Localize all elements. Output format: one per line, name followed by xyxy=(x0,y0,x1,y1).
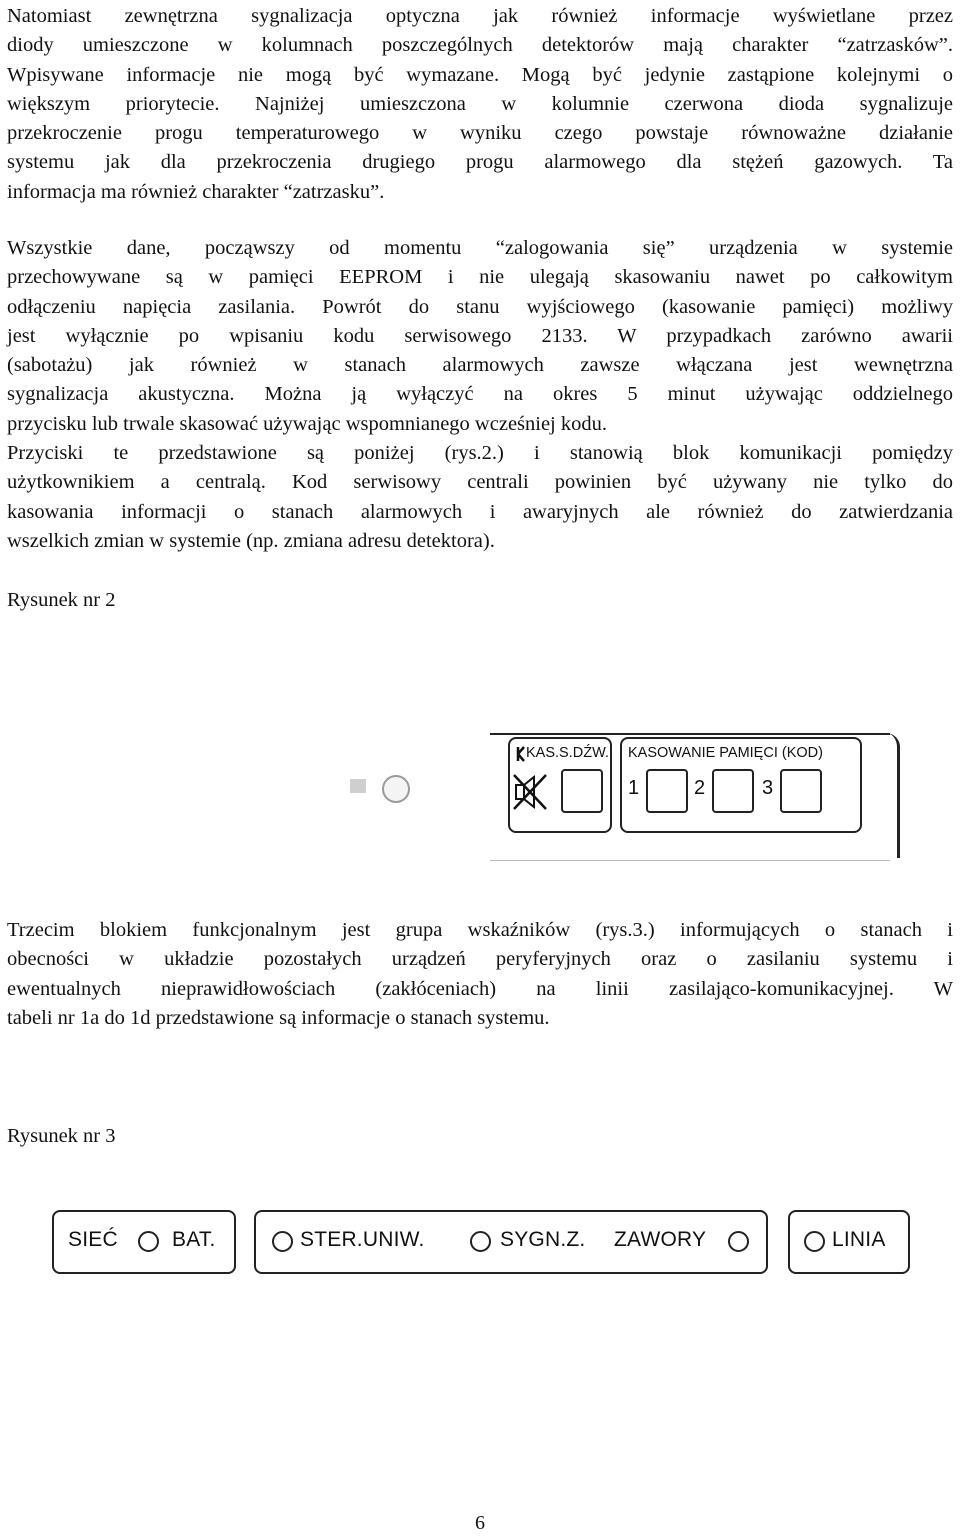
figure-3-indicators xyxy=(52,1210,912,1280)
indicator-mark xyxy=(350,779,366,793)
text-line: użytkownikiem a centralą. Kod serwisowy centrali powinien być używany nie tylko do xyxy=(7,471,953,494)
text-line: obecności w układzie pozostałych urządzeń peryferyjnych oraz o zasilaniu systemu i xyxy=(7,948,953,971)
indicator-label-bat: BAT. xyxy=(172,1228,216,1251)
speaker-muted-icon xyxy=(512,745,552,811)
sound-mute-button[interactable] xyxy=(561,769,603,813)
indicator-label-sygn-z: SYGN.Z. xyxy=(500,1228,586,1251)
memory-reset-title: KASOWANIE PAMIĘCI (KOD) xyxy=(628,745,823,761)
indicator-led-icon xyxy=(272,1231,293,1252)
text-line: Przyciski te przedstawione są poniżej (rys.2.) i stanowią blok komunikacji pomiędzy xyxy=(7,442,953,465)
code-key-2[interactable] xyxy=(712,769,754,813)
indicator-led-icon xyxy=(728,1231,749,1252)
text-line: tabeli nr 1a do 1d przedstawione są informacje o stanach systemu. xyxy=(7,1006,550,1029)
text-line: jest wyłącznie po wpisaniu kodu serwisowego 2133. W przypadkach zarówno awarii xyxy=(7,324,953,347)
figure-2-keypad xyxy=(340,725,900,865)
text-line: ewentualnych nieprawidłowościach (zakłóceniach) na linii zasilająco-komunikacyjnej. W xyxy=(7,977,953,1000)
text-line: Wszystkie dane, począwszy od momentu “zalogowania się” urządzenia w systemie xyxy=(7,237,953,259)
text-line: informacja ma również charakter “zatrzasku”. xyxy=(7,180,385,203)
text-line: (sabotażu) jak również w stanach alarmowych zawsze włączana jest wewnętrzna xyxy=(7,354,953,377)
code-key-3[interactable] xyxy=(780,769,822,813)
paragraph-2 xyxy=(7,234,953,556)
panel-corner xyxy=(881,733,900,858)
text-line: Wpisywane informacje nie mogą być wymazane. Mogą być jedynie zastąpione kolejnymi o xyxy=(7,63,953,86)
indicator-led-icon xyxy=(470,1231,491,1252)
text-line: Natomiast zewnętrzna sygnalizacja optyczna jak również informacje wyświetlane przez xyxy=(7,5,953,27)
text-line: większym priorytecie. Najniżej umieszczona w kolumnie czerwona dioda sygnalizuje xyxy=(7,92,953,115)
text-line: odłączeniu napięcia zasilania. Powrót do stanu wyjściowego (kasowanie pamięci) możliwy xyxy=(7,295,953,318)
figure-3-caption: Rysunek nr 3 xyxy=(7,1125,116,1147)
indicator-led-icon xyxy=(804,1231,825,1252)
text-line: przechowywane są w pamięci EEPROM i nie ulegają skasowaniu nawet po całkowitym xyxy=(7,266,953,289)
led-indicator-icon xyxy=(382,775,410,803)
sound-mute-title: KAS.S.DŹW. xyxy=(526,745,609,761)
key-label-2: 2 xyxy=(694,777,706,799)
key-label-3: 3 xyxy=(762,777,774,799)
text-line: przekroczenie progu temperaturowego w wyniku czego powstaje równoważne działanie xyxy=(7,122,953,145)
text-line: sygnalizacja akustyczna. Można ją wyłączyć na okres 5 minut używając oddzielnego xyxy=(7,383,953,406)
indicator-label-zawory: ZAWORY xyxy=(614,1228,707,1251)
key-label-1: 1 xyxy=(628,777,640,799)
text-line: Trzecim blokiem funkcjonalnym jest grupa wskaźników (rys.3.) informujących o stanach i xyxy=(7,919,953,941)
text-line: kasowania informacji o stanach alarmowych i awaryjnych ale również do zatwierdzania xyxy=(7,500,953,523)
text-line: diody umieszczone w kolumnach poszczególnych detektorów mają charakter “zatrzasków”. xyxy=(7,34,953,57)
text-line: systemu jak dla przekroczenia drugiego progu alarmowego dla stężeń gazowych. Ta xyxy=(7,151,953,174)
text-line: przycisku lub trwale skasować używając wspomnianego wcześniej kodu. xyxy=(7,412,608,435)
indicator-label-ster-uniw: STER.UNIW. xyxy=(300,1228,425,1251)
indicator-label-siec: SIEĆ xyxy=(68,1228,118,1251)
paragraph-1 xyxy=(7,2,953,207)
indicator-led-icon xyxy=(138,1231,159,1252)
text-line: wszelkich zmian w systemie (np. zmiana adresu detektora). xyxy=(7,529,495,552)
figure-2-caption: Rysunek nr 2 xyxy=(7,589,116,611)
indicator-label-linia: LINIA xyxy=(832,1228,886,1251)
paragraph-3 xyxy=(7,916,953,1033)
code-key-1[interactable] xyxy=(646,769,688,813)
page-number: 6 xyxy=(475,1512,485,1534)
